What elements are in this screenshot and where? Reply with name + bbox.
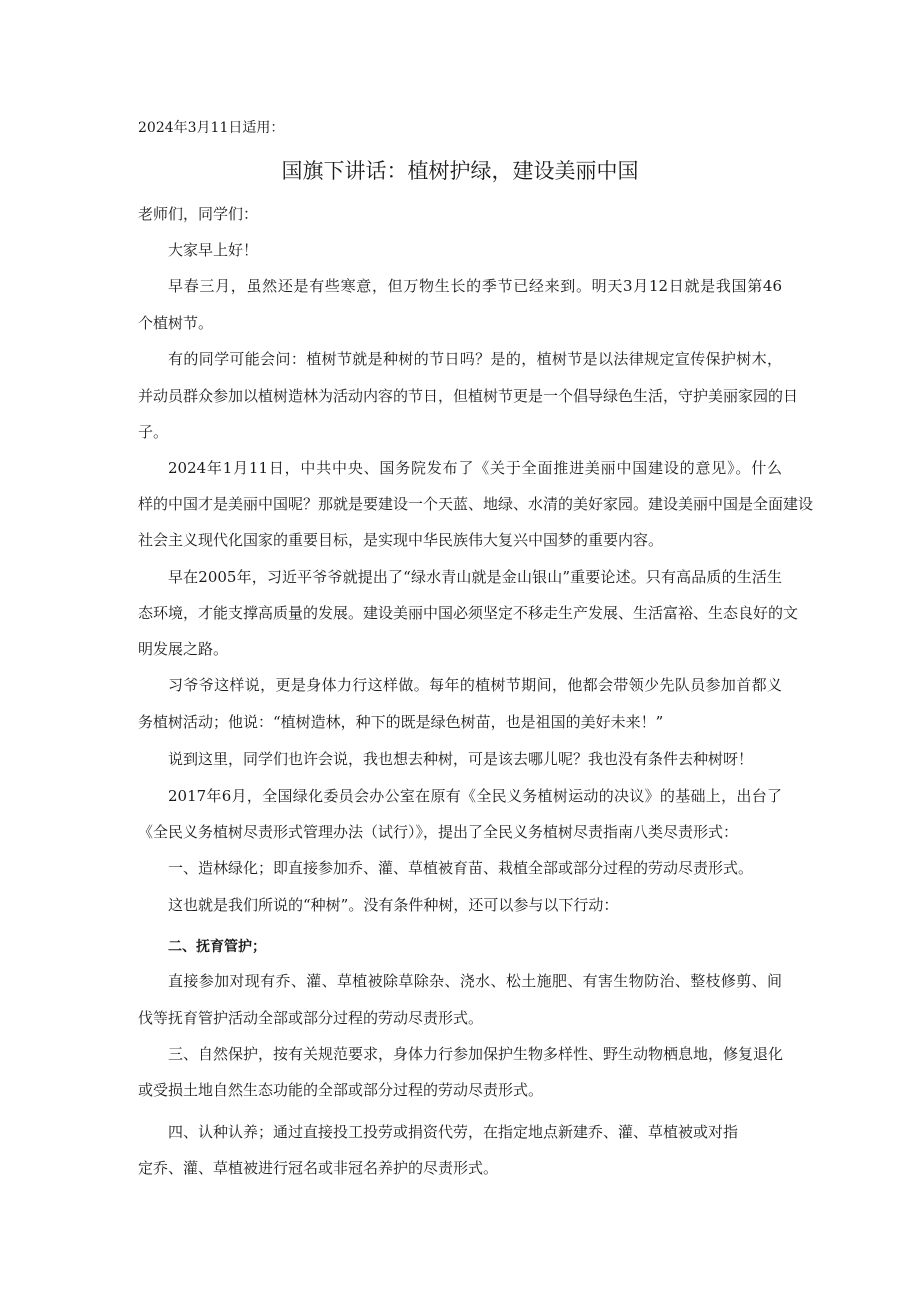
paragraph-line: 直接参加对现有乔、灌、草植被除草除杂、浇水、松土施肥、有害生物防治、整枝修剪、间	[168, 972, 782, 990]
list-item-2: 二、抚育管护；	[168, 939, 266, 955]
paragraph-line: 样的中国才是美丽中国呢？那就是要建设一个天蓝、地绿、水清的美好家园。建设美丽中国是全面建设	[138, 495, 814, 513]
list-item-3: 三、自然保护，按有关规范要求，身体力行参加保护生物多样性、野生动物栖息地，修复退化	[168, 1045, 784, 1063]
list-item-1: 一、造林绿化；即直接参加乔、灌、草植被育苗、栽植全部或部分过程的劳动尽责形式。	[168, 859, 754, 877]
paragraph-line: 2017年6月，全国绿化委员会办公室在原有《全民义务植树运动的决议》的基础上，出台了	[168, 787, 782, 805]
greeting: 大家早上好！	[168, 241, 259, 259]
paragraph-line: 定乔、灌、草植被进行冠名或非冠名养护的尽责形式。	[138, 1159, 499, 1177]
paragraph-line: 早春三月，虽然还是有些寒意，但万物生长的季节已经来到。明天3月12日就是我国第46	[168, 277, 782, 295]
paragraph-line: 务植树活动；他说：“植树造林，种下的既是绿色树苗，也是祖国的美好未来！”	[138, 713, 664, 731]
paragraph-line: 说到这里，同学们也许会说，我也想去种树，可是该去哪儿呢？我也没有条件去种树呀！	[168, 750, 754, 768]
paragraph-line: 早在2005年，习近平爷爷就提出了“绿水青山就是金山银山”重要论述。只有高品质的生活生	[168, 568, 782, 586]
paragraph-line: 态环境，才能支撑高质量的发展。建设美丽中国必须坚定不移走生产发展、生活富裕、生态良好的文	[138, 604, 799, 622]
dateline: 2024年3月11日适用：	[138, 120, 285, 136]
salutation: 老师们，同学们：	[138, 205, 259, 223]
paragraph-line: 有的同学可能会问：植树节就是种树的节日吗？是的，植树节是以法律规定宣传保护树木，	[168, 350, 782, 368]
paragraph-line: 明发展之路。	[138, 640, 229, 658]
paragraph-line: 这也就是我们所说的“种树”。没有条件种树，还可以参与以下行动：	[168, 896, 619, 914]
paragraph-line: 2024年1月11日，中共中央、国务院发布了《关于全面推进美丽中国建设的意见》。什么	[168, 459, 782, 477]
paragraph-line: 并动员群众参加以植树造林为活动内容的节日，但植树节更是一个倡导绿色生活，守护美丽家园的日	[138, 387, 799, 405]
paragraph-line: 伐等抚育管护活动全部或部分过程的劳动尽责形式。	[138, 1009, 484, 1027]
paragraph-line: 子。	[138, 423, 169, 441]
paragraph-line: 个植树节。	[138, 314, 214, 332]
paragraph-line: 或受损土地自然生态功能的全部或部分过程的劳动尽责形式。	[138, 1081, 544, 1099]
paragraph-line: 习爷爷这样说，更是身体力行这样做。每年的植树节期间，他都会带领少先队员参加首都义	[168, 676, 782, 694]
speech-title: 国旗下讲话：植树护绿，建设美丽中国	[281, 159, 639, 183]
list-item-4: 四、认种认养；通过直接投工投劳或捐资代劳，在指定地点新建乔、灌、草植被或对指	[168, 1123, 739, 1141]
paragraph-line: 社会主义现代化国家的重要目标，是实现中华民族伟大复兴中国梦的重要内容。	[138, 531, 664, 549]
paragraph-line: 《全民义务植树尽责形式管理办法（试行）》，提出了全民义务植树尽责指南八类尽责形式：	[138, 823, 739, 841]
